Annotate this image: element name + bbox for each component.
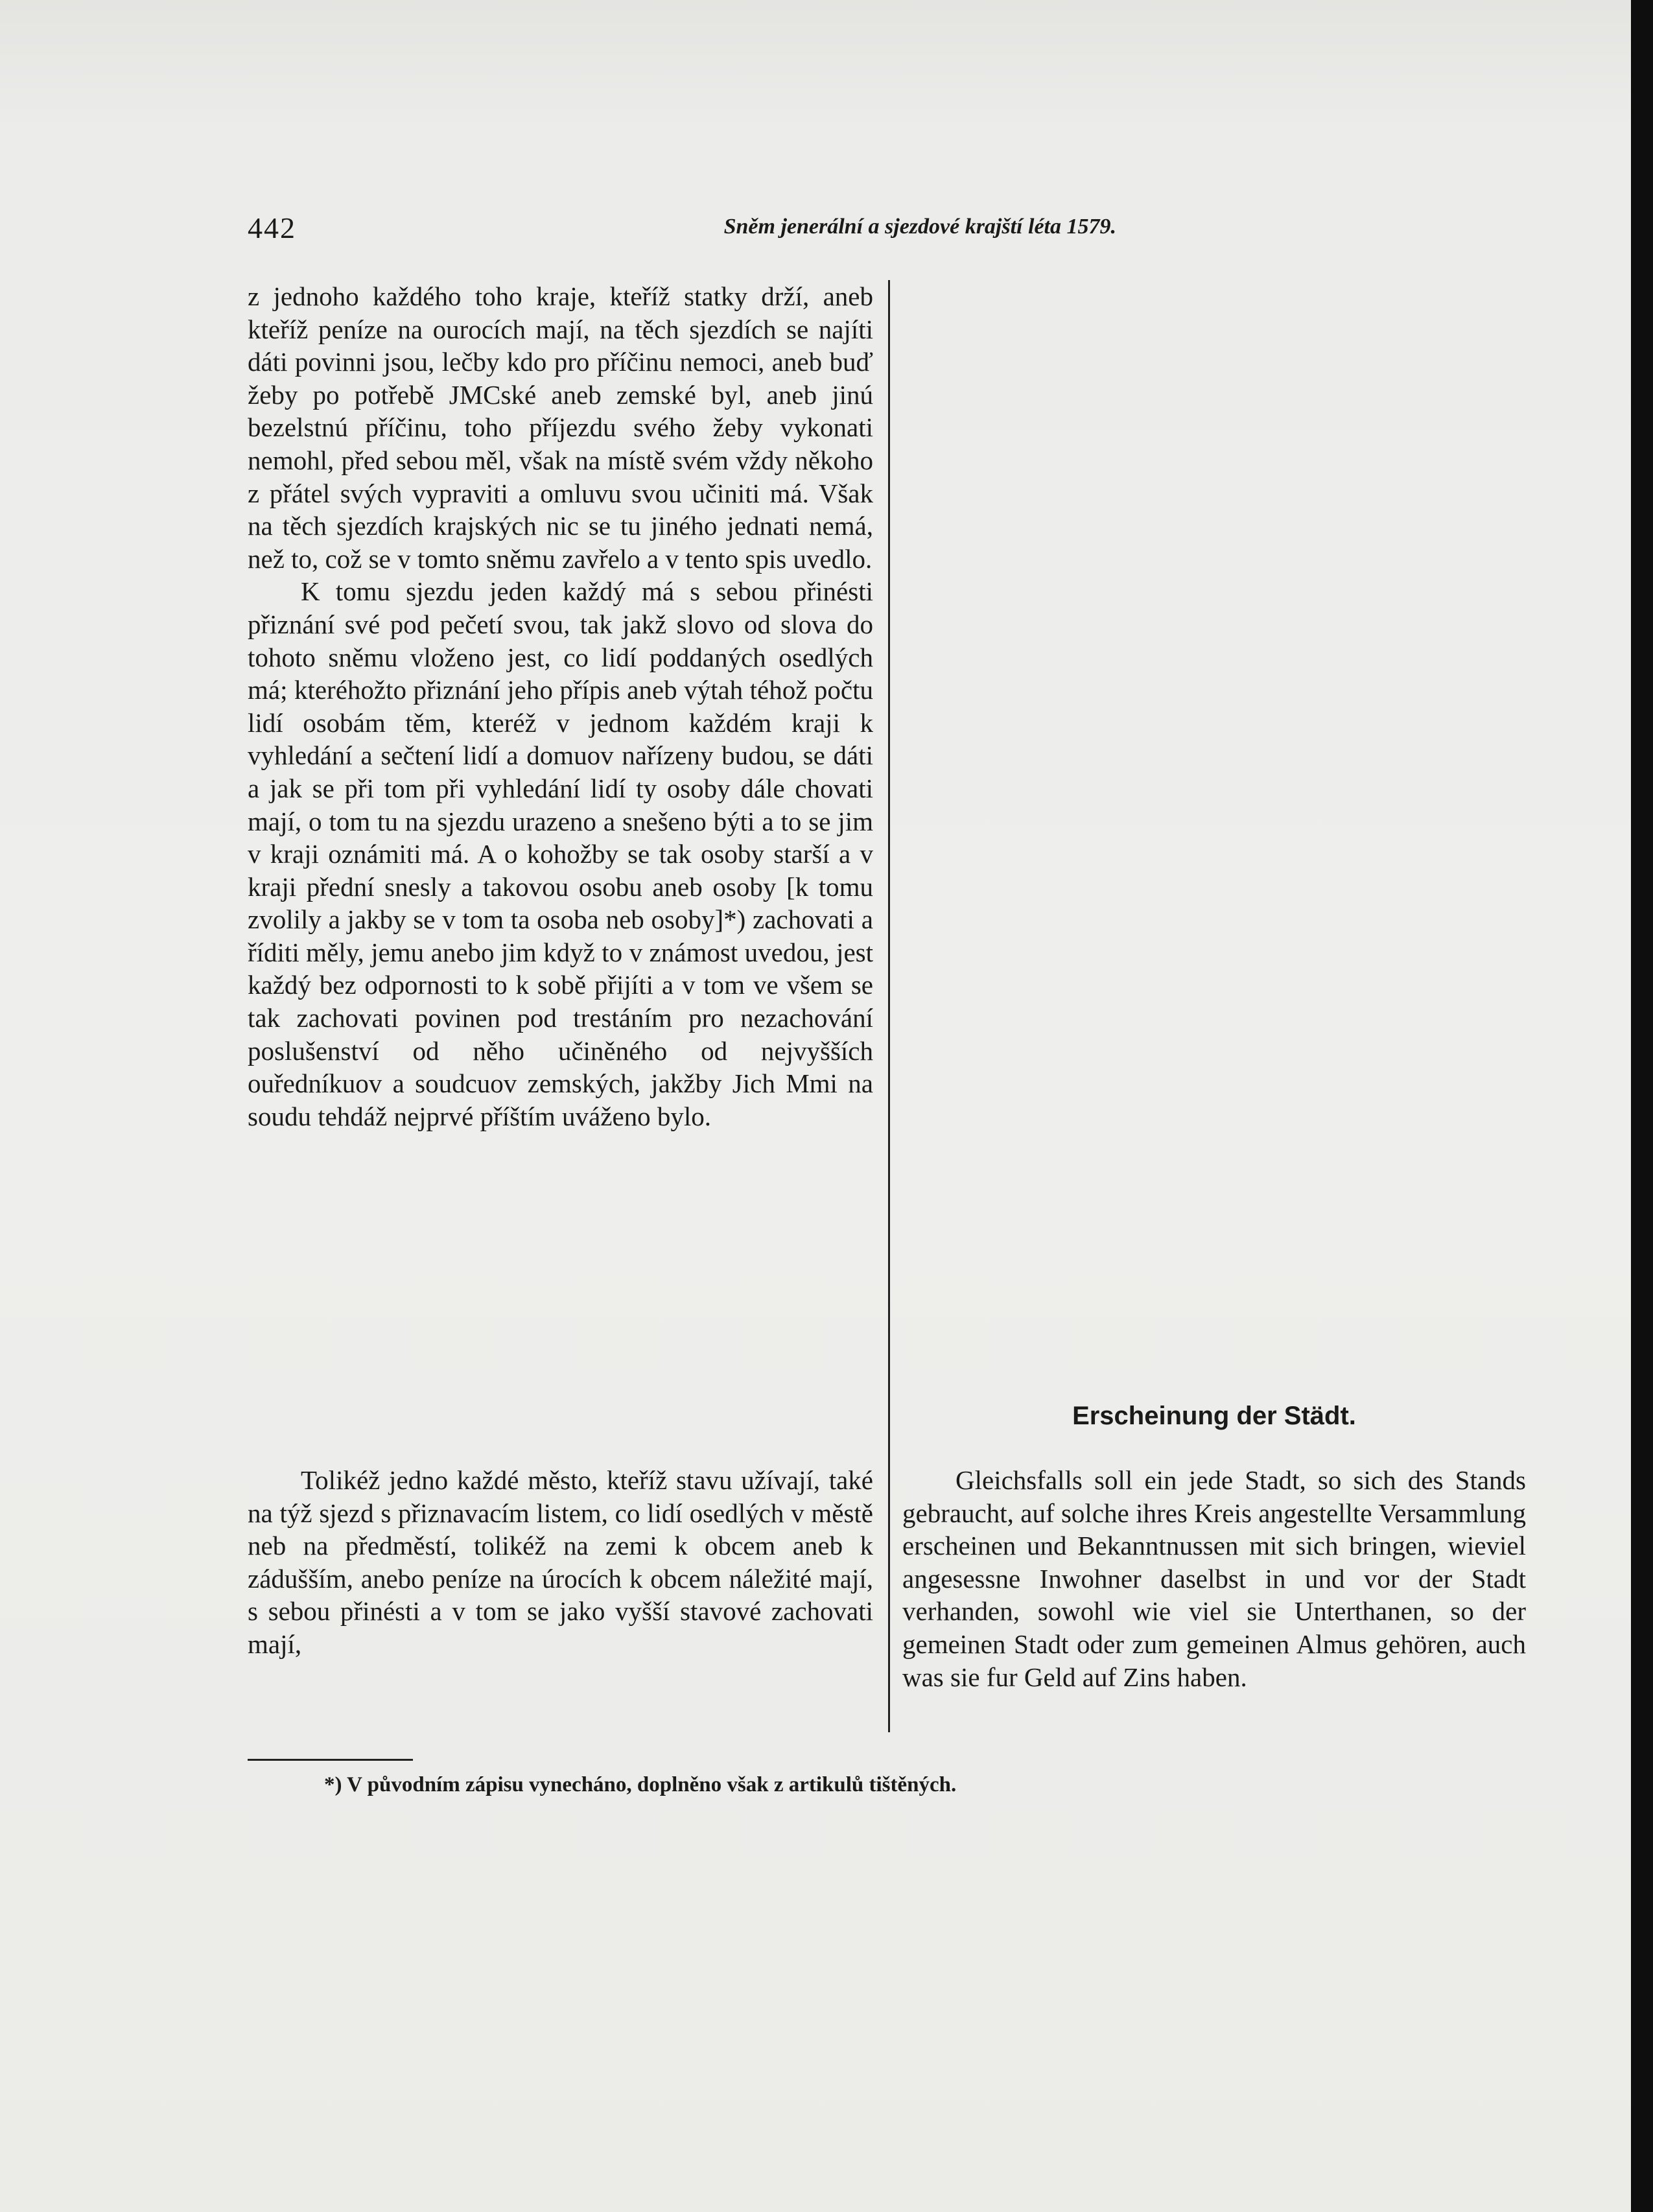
left-column-main bbox=[248, 280, 873, 1133]
right-column bbox=[902, 1464, 1526, 1693]
column-divider bbox=[888, 280, 890, 1732]
german-paragraph: Gleichsfalls soll ein jede Stadt, so sich des Stands gebraucht, auf solche ihres Kreis angestellte Versammlung erscheinen und Bekanntnussen mit sich bringen, wieviel angesessne Inwohner daselbst in und vor der Stadt verhanden, sowohl wie viel sie Unterthanen, so der gemeinen Stadt oder zum gemeinen Almus gehören, auch was sie fur Geld auf Zins haben. bbox=[902, 1465, 1526, 1692]
running-title: Sněm jenerální a sjezdové krajští léta 1579. bbox=[723, 215, 1116, 239]
czech-paragraph-3: Tolikéž jedno každé město, kteříž stavu užívají, také na týž sjezd s přiznavacím listem, co lidí osedlých v městě neb na předměstí, tolikéž na zemi k obcem aneb k zádušším, anebo peníze na úrocích k obcem náležité mají, s sebou přinésti a v tom se jako vyšší stavové zachovati mají, bbox=[248, 1465, 873, 1659]
scan-edge-border bbox=[1631, 0, 1653, 2212]
footnote: *) V původním zápisu vynecháno, doplněno však z artikulů tištěných. bbox=[324, 1773, 957, 1796]
page-header bbox=[248, 211, 1116, 250]
czech-paragraph-1: z jednoho každého toho kraje, kteříž statky drží, aneb kteříž peníze na ourocích mají, na těch sjezdích se najíti dáti povinni jsou, lečby kdo pro příčinu nemoci, aneb buď žeby po potřebě JMCské aneb zemské byl, aneb jinú bezelstnú příčinu, toho příjezdu svého žeby vykonati nemohl, před sebou měl, však na místě svém vždy někoho z přátel svých vypraviti a omluvu svou učiniti má. Však na těch sjezdích krajských nic se tu jiného jednati nemá, než to, což se v tomto sněmu zavřelo a v tento spis uvedlo. bbox=[248, 281, 873, 574]
section-heading: Erscheinung der Städt. bbox=[1072, 1402, 1356, 1430]
left-column-bottom bbox=[248, 1464, 873, 1661]
footnote-rule bbox=[248, 1759, 413, 1761]
page-number: 442 bbox=[248, 211, 296, 244]
czech-paragraph-2: K tomu sjezdu jeden každý má s sebou přinésti přiznání své pod pečetí svou, tak jakž slovo od slova do tohoto sněmu vloženo jest, co lidí poddaných osedlých má; kteréhožto přiznání jeho přípis aneb výtah téhož počtu lidí osobám těm, kteréž v jednom každém kraji k vyhledání a sečtení lidí a domuov nařízeny budou, se dáti a jak se při tom při vyhledání lidí ty osoby dále chovati mají, o tom tu na sjezdu urazeno a snešeno býti a to se jim v kraji oznámiti má. A o kohožby se tak osoby starší a v kraji přední snesly a takovou osobu aneb osoby [k tomu zvolily a jakby se v tom ta osoba neb osoby]*) zachovati a říditi měly, jemu anebo jim když to v známost uvedou, jest každý bez odpornosti to k sobě přijíti a v tom ve všem se tak zachovati povinen pod trestáním pro nezachování poslušenství od něho učiněného od nejvyšších ouředníkuov a soudcuov zemských, jakžby Jich Mmi na soudu tehdáž nejprvé příštím uváženo bylo. bbox=[248, 576, 873, 1131]
